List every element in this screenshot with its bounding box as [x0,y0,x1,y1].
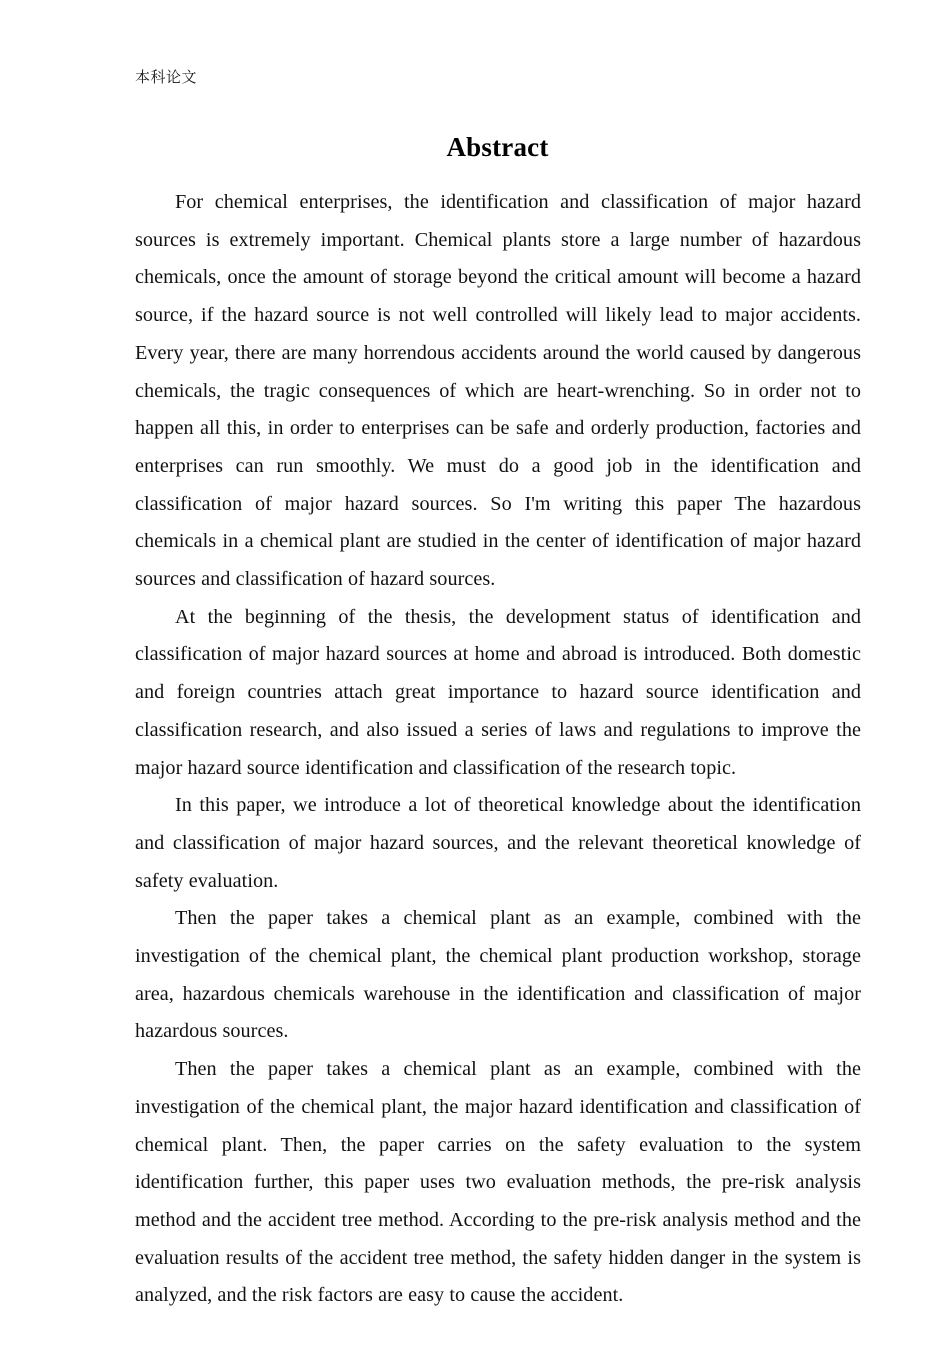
paragraph: In this paper, we introduce a lot of theoretical knowledge about the identification and classification of major hazard sources, and the relevant theoretical knowledge of safety evaluation. [135,794,861,892]
paragraph: For chemical enterprises, the identification and classification of major hazard sources is extremely important. Chemical plants store a large number of hazardous chemicals, once the amount of storage beyond the critical amount will become a hazard source, if the hazard source is not well controlled will likely lead to major accidents. Every year, there are many horrendous accidents around the world caused by dangerous chemicals, the tragic consequences of which are heart-wrenching. So in order not to happen all this, in order to enterprises can be safe and orderly production, factories and enterprises can run smoothly. We must do a good job in the identification and classification of major hazard sources. So I'm writing this paper The hazardous chemicals in a chemical plant are studied in the center of identification of major hazard sources and classification of hazard sources. [135,191,861,591]
page-title: Abstract [446,132,549,162]
paragraph: Then the paper takes a chemical plant as an example, combined with the investigation of the chemical plant, the chemical plant production workshop, storage area, hazardous chemicals warehouse in the identification and classification of major hazardous sources. [135,907,861,1043]
abstract-body [135,184,861,1315]
paragraph: At the beginning of the thesis, the development status of identification and classification of major hazard sources at home and abroad is introduced. Both domestic and foreign countries attach great importance to hazard source identification and classification research, and also issued a series of laws and regulations to improve the major hazard source identification and classification of the research topic. [135,605,861,779]
paragraph: Then the paper takes a chemical plant as an example, combined with the investigation of the chemical plant, the major hazard identification and classification of chemical plant. Then, the paper carries on the safety evaluation to the system identification further, this paper uses two evaluation methods, the pre-risk analysis method and the accident tree method. According to the pre-risk analysis method and the evaluation results of the accident tree method, the safety hidden danger in the system is analyzed, and the risk factors are easy to cause the accident. [135,1058,861,1307]
running-header: 本科论文 [135,70,198,86]
